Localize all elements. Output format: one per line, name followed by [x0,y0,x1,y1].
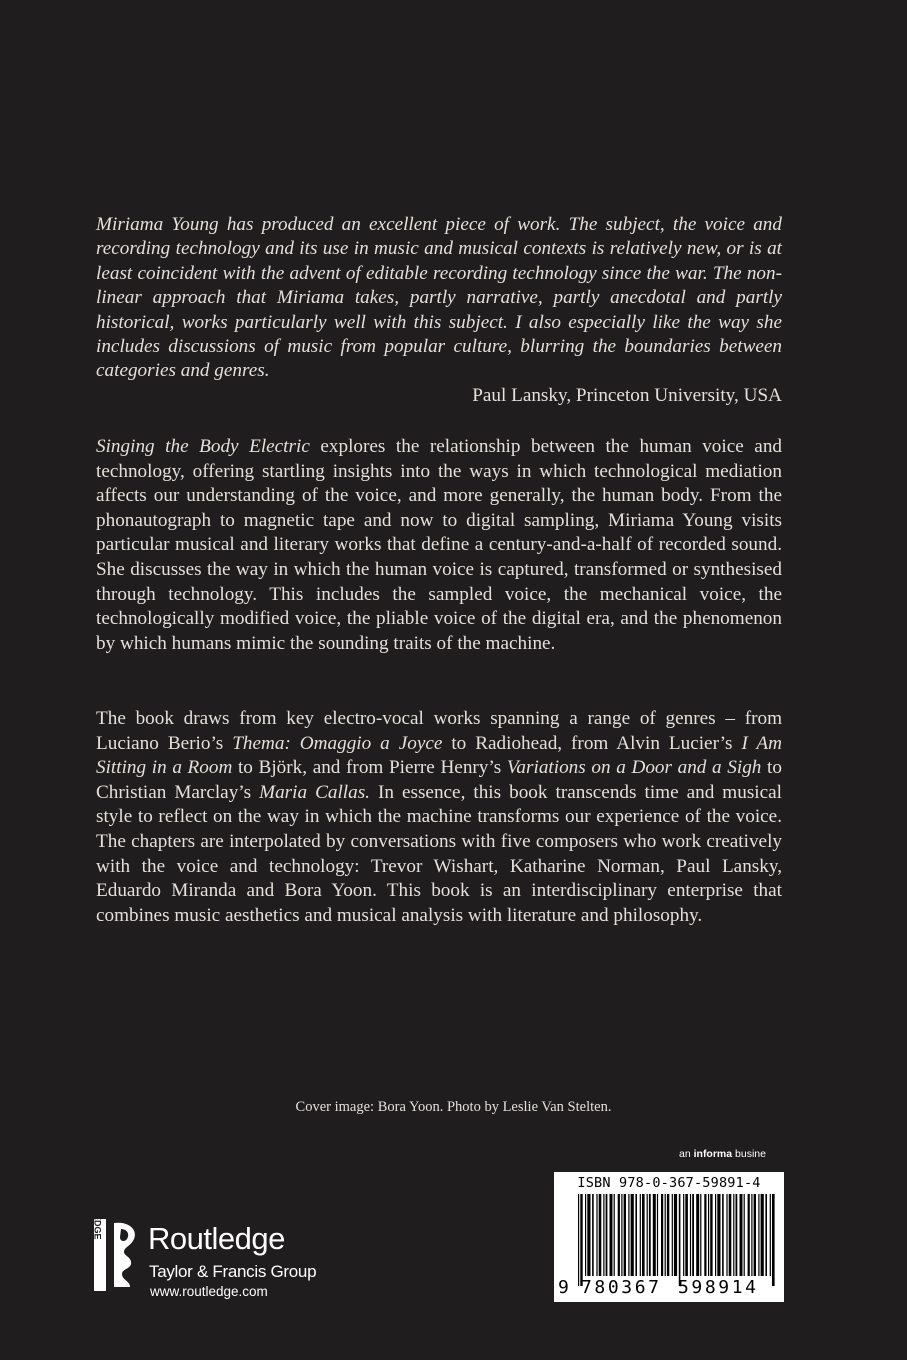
informa-brand: informa [693,1148,733,1160]
barcode-bar [754,1194,756,1276]
publisher-url[interactable]: www.routledge.com [150,1284,268,1299]
description-text: The book draws from key electro-vocal works spanning a range of genres – from Luciano Berio’s [96,708,782,754]
barcode-bar [631,1194,634,1276]
work-title: I Am Sitting in a Room [96,732,783,779]
barcode-bar [628,1194,629,1276]
book-title: Singing the Body Electric [96,436,310,457]
barcode-bar [674,1194,677,1276]
barcode-bar [580,1194,582,1286]
publisher-name: Routledge [148,1221,285,1256]
publisher-group: Taylor & Francis Group [149,1262,317,1281]
barcode-bar [640,1194,641,1276]
ean-left-digits: 780367 [581,1277,662,1298]
barcode-bar [696,1194,699,1276]
barcode-bar [596,1194,597,1276]
barcode-bar [708,1194,709,1276]
barcode-bar [710,1194,712,1276]
barcode-bar [744,1194,745,1276]
endorsement-author: Paul Lansky, Princeton University, USA [472,385,782,406]
barcode-bar [665,1194,666,1276]
barcode-bar [717,1194,720,1276]
barcode-bar [683,1194,684,1276]
barcode-bar [653,1194,656,1276]
barcode-bar [618,1194,620,1276]
barcode-bar [667,1194,669,1276]
barcode-bar [621,1194,622,1276]
barcode-bar [587,1194,590,1276]
barcode-bar [585,1194,586,1276]
barcode-bar [679,1194,681,1286]
barcode-bar [700,1194,701,1276]
barcode-bar [722,1194,724,1276]
barcode-bar [685,1194,688,1276]
barcode-bar [661,1194,663,1276]
barcode-bar [729,1194,732,1276]
barcode-bar [614,1194,615,1276]
barcode-bar [740,1194,743,1276]
isbn-label: ISBN 978-0-367-59891-4 [577,1175,761,1191]
barcode-bar [765,1194,767,1276]
description-text: to Christian Marclay’s [96,757,782,803]
barcode-bar [751,1194,752,1276]
barcode-bar [624,1194,626,1276]
barcode-bar [758,1194,759,1276]
barcode-bar [772,1194,775,1286]
cover-image-credit: Cover image: Bora Yoon. Photo by Leslie Van Stelten. [295,1099,612,1115]
barcode-bar [649,1194,651,1276]
informa-business-label: an informa busine [679,1148,766,1160]
barcode-bar [657,1194,658,1276]
barcode-bar [578,1194,579,1286]
barcode-bar [770,1194,771,1276]
ean-first-digit: 9 [558,1277,569,1298]
description-text: In essence, this book transcends time and musical style to reflect on the way in which the machine transforms our experience of the voice. The chapters are interpolated by conversations with five composers who work creatively with the voice and technology: Trevor Wishart, Katharine Norman, Paul Lansky, Eduardo Miranda and Bora Yoon. This book is an interdisciplinary enterprise that combines music aesthetics and musical analysis with literature and philosophy. [96,781,782,926]
barcode-bar [599,1194,602,1276]
description-text: explores the relationship between the human voice and technology, offering startling insights into the ways in which technological mediation affects our understanding of the voice, and more generally, the human body. From the phonautograph to magnetic tape and now to digital sampling, Miriama Young visits particular musical and literary works that define a century-and-a-half of recorded sound. She discusses the way in which the human voice is captured, transformed or synthesised through technology. This includes the sampled voice, the mechanical voice, the technologically modified voice, the pliable voice of the digital era, and the phenomenon by which humans mimic the sounding traits of the machine. [96,436,783,654]
description-paragraph-1 [96,435,782,656]
barcode-bar [592,1194,594,1276]
barcode-bar [704,1194,706,1276]
barcode-bar [736,1194,738,1276]
barcode-bar [726,1194,727,1276]
barcode-bar [690,1194,691,1276]
routledge-logo-text: ROUTLEDGE [92,1183,103,1240]
routledge-logo-icon [92,1183,144,1291]
work-title: Thema: Omaggio a Joyce [232,732,443,754]
barcode-bar [606,1194,608,1276]
barcode-bar [635,1194,637,1276]
barcode-bar [748,1194,750,1276]
barcode-bar [733,1194,734,1276]
barcode-bar [692,1194,694,1276]
endorsement-quote: Miriama Young has produced an excellent piece of work. The subject, the voice and recording technology and its use in music and musical contexts is relatively new, or is at least coincident with the advent of editable recording technology since the war. The non-linear approach that Miriama takes, partly narrative, partly anecdotal and partly historical, works particularly well with this subject. I also especially like the way she includes discussions of music from popular culture, blurring the boundaries between categories and genres. [96,214,782,382]
barcode-bar [672,1194,673,1276]
work-title: Variations on a Door and a Sigh [506,757,762,779]
barcode-bar [603,1194,604,1276]
description-text: to Radiohead, from Alvin Lucier’s [442,732,742,754]
ean-right-digits: 598914 [678,1277,759,1298]
barcode-bar [642,1194,645,1276]
work-title: Maria Callas. [259,781,370,803]
barcode-bar [715,1194,716,1276]
isbn-barcode [554,1172,784,1302]
barcode-bar [761,1194,764,1276]
description-text: to Björk, and from Pierre Henry’s [232,757,507,779]
barcode-bar [610,1194,613,1276]
barcode-bar [647,1194,648,1276]
description-paragraph-2 [96,707,782,928]
